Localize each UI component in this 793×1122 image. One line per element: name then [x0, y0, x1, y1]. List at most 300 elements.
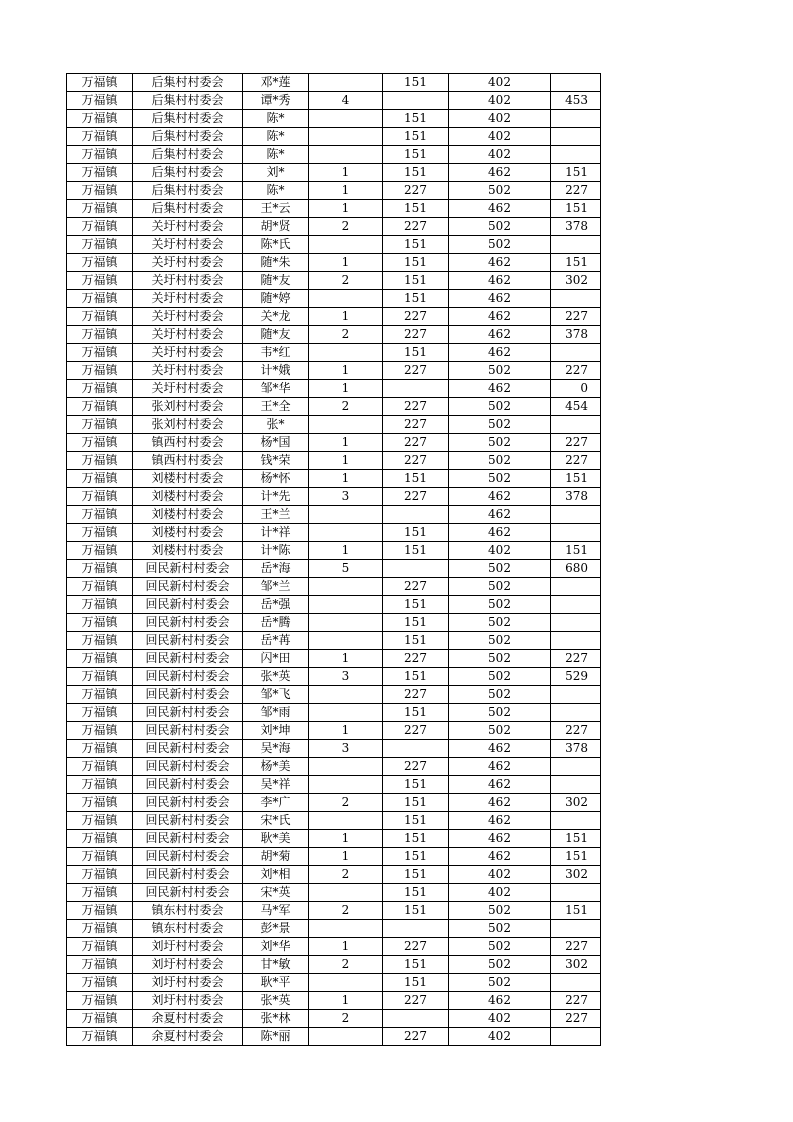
amount-a-cell: 151 [383, 164, 449, 182]
name-cell: 陈*丽 [243, 1028, 309, 1046]
town-cell: 万福镇 [67, 524, 133, 542]
town-cell: 万福镇 [67, 884, 133, 902]
total-cell: 151 [551, 830, 601, 848]
village-committee-cell: 回民新村村委会 [133, 578, 243, 596]
total-cell [551, 1028, 601, 1046]
total-cell: 302 [551, 866, 601, 884]
village-committee-cell: 关圩村村委会 [133, 326, 243, 344]
amount-b-cell: 462 [449, 794, 551, 812]
town-cell: 万福镇 [67, 272, 133, 290]
amount-b-cell: 502 [449, 956, 551, 974]
amount-a-cell: 227 [383, 398, 449, 416]
total-cell: 454 [551, 398, 601, 416]
amount-a-cell: 227 [383, 650, 449, 668]
amount-a-cell: 151 [383, 110, 449, 128]
town-cell: 万福镇 [67, 1010, 133, 1028]
total-cell: 151 [551, 200, 601, 218]
amount-a-cell: 151 [383, 884, 449, 902]
town-cell: 万福镇 [67, 902, 133, 920]
amount-b-cell: 402 [449, 92, 551, 110]
data-table [66, 73, 601, 1046]
amount-b-cell: 402 [449, 128, 551, 146]
total-cell: 227 [551, 1010, 601, 1028]
table-row [67, 632, 601, 650]
table-row [67, 794, 601, 812]
count-cell [309, 974, 383, 992]
amount-b-cell: 502 [449, 668, 551, 686]
village-committee-cell: 回民新村村委会 [133, 614, 243, 632]
village-committee-cell: 后集村村委会 [133, 164, 243, 182]
town-cell: 万福镇 [67, 380, 133, 398]
table-row [67, 182, 601, 200]
village-committee-cell: 镇西村村委会 [133, 434, 243, 452]
table-row [67, 776, 601, 794]
town-cell: 万福镇 [67, 290, 133, 308]
table-row [67, 164, 601, 182]
amount-a-cell [383, 506, 449, 524]
name-cell: 耿*平 [243, 974, 309, 992]
total-cell [551, 146, 601, 164]
count-cell: 1 [309, 722, 383, 740]
name-cell: 杨*国 [243, 434, 309, 452]
count-cell: 1 [309, 200, 383, 218]
amount-b-cell: 502 [449, 650, 551, 668]
name-cell: 宋*英 [243, 884, 309, 902]
amount-a-cell: 227 [383, 992, 449, 1010]
total-cell [551, 596, 601, 614]
town-cell: 万福镇 [67, 866, 133, 884]
amount-b-cell: 502 [449, 596, 551, 614]
town-cell: 万福镇 [67, 470, 133, 488]
total-cell: 302 [551, 794, 601, 812]
name-cell: 刘*华 [243, 938, 309, 956]
count-cell: 2 [309, 794, 383, 812]
table-row [67, 524, 601, 542]
table-row [67, 920, 601, 938]
amount-a-cell: 151 [383, 470, 449, 488]
table-row [67, 704, 601, 722]
table-row [67, 758, 601, 776]
name-cell: 计*陈 [243, 542, 309, 560]
amount-b-cell: 502 [449, 452, 551, 470]
amount-a-cell: 227 [383, 686, 449, 704]
total-cell [551, 632, 601, 650]
amount-a-cell: 151 [383, 74, 449, 92]
total-cell [551, 524, 601, 542]
town-cell: 万福镇 [67, 308, 133, 326]
table-row [67, 812, 601, 830]
total-cell: 227 [551, 182, 601, 200]
village-committee-cell: 关圩村村委会 [133, 236, 243, 254]
table-row [67, 596, 601, 614]
name-cell: 邹*飞 [243, 686, 309, 704]
village-committee-cell: 关圩村村委会 [133, 290, 243, 308]
amount-b-cell: 402 [449, 146, 551, 164]
count-cell: 1 [309, 434, 383, 452]
table-row [67, 92, 601, 110]
table-row [67, 578, 601, 596]
amount-b-cell: 502 [449, 398, 551, 416]
total-cell: 151 [551, 848, 601, 866]
name-cell: 王*兰 [243, 506, 309, 524]
town-cell: 万福镇 [67, 578, 133, 596]
name-cell: 谭*秀 [243, 92, 309, 110]
amount-b-cell: 502 [449, 236, 551, 254]
village-committee-cell: 后集村村委会 [133, 74, 243, 92]
count-cell [309, 812, 383, 830]
village-committee-cell: 后集村村委会 [133, 128, 243, 146]
village-committee-cell: 关圩村村委会 [133, 254, 243, 272]
amount-b-cell: 502 [449, 974, 551, 992]
total-cell: 151 [551, 254, 601, 272]
town-cell: 万福镇 [67, 1028, 133, 1046]
amount-b-cell: 402 [449, 110, 551, 128]
total-cell: 378 [551, 740, 601, 758]
town-cell: 万福镇 [67, 542, 133, 560]
name-cell: 闪*田 [243, 650, 309, 668]
total-cell: 227 [551, 938, 601, 956]
table-row [67, 974, 601, 992]
village-committee-cell: 刘楼村村委会 [133, 506, 243, 524]
village-committee-cell: 张刘村村委会 [133, 416, 243, 434]
count-cell: 2 [309, 1010, 383, 1028]
table-row [67, 290, 601, 308]
amount-a-cell: 227 [383, 488, 449, 506]
total-cell: 151 [551, 164, 601, 182]
amount-a-cell [383, 920, 449, 938]
amount-b-cell: 402 [449, 542, 551, 560]
town-cell: 万福镇 [67, 236, 133, 254]
amount-b-cell: 502 [449, 902, 551, 920]
amount-b-cell: 502 [449, 470, 551, 488]
village-committee-cell: 回民新村村委会 [133, 848, 243, 866]
total-cell: 227 [551, 434, 601, 452]
name-cell: 彭*景 [243, 920, 309, 938]
village-committee-cell: 刘圩村村委会 [133, 956, 243, 974]
amount-b-cell: 402 [449, 1010, 551, 1028]
table-row [67, 614, 601, 632]
total-cell: 529 [551, 668, 601, 686]
total-cell [551, 506, 601, 524]
name-cell: 岳*海 [243, 560, 309, 578]
amount-a-cell: 227 [383, 326, 449, 344]
amount-b-cell: 462 [449, 164, 551, 182]
table-row [67, 398, 601, 416]
amount-b-cell: 402 [449, 1028, 551, 1046]
table-row [67, 452, 601, 470]
count-cell [309, 236, 383, 254]
name-cell: 吴*海 [243, 740, 309, 758]
total-cell [551, 290, 601, 308]
table-row [67, 380, 601, 398]
total-cell: 680 [551, 560, 601, 578]
amount-a-cell: 227 [383, 182, 449, 200]
name-cell: 随*婷 [243, 290, 309, 308]
village-committee-cell: 张刘村村委会 [133, 398, 243, 416]
amount-a-cell: 151 [383, 128, 449, 146]
table-row [67, 560, 601, 578]
amount-a-cell: 151 [383, 830, 449, 848]
name-cell: 刘*相 [243, 866, 309, 884]
name-cell: 李*广 [243, 794, 309, 812]
name-cell: 韦*红 [243, 344, 309, 362]
village-committee-cell: 回民新村村委会 [133, 704, 243, 722]
village-committee-cell: 回民新村村委会 [133, 632, 243, 650]
village-committee-cell: 刘楼村村委会 [133, 542, 243, 560]
village-committee-cell: 刘圩村村委会 [133, 974, 243, 992]
total-cell: 378 [551, 326, 601, 344]
amount-a-cell: 151 [383, 794, 449, 812]
town-cell: 万福镇 [67, 704, 133, 722]
total-cell: 378 [551, 218, 601, 236]
total-cell [551, 74, 601, 92]
count-cell: 1 [309, 452, 383, 470]
village-committee-cell: 后集村村委会 [133, 182, 243, 200]
amount-a-cell: 227 [383, 722, 449, 740]
total-cell: 0 [551, 380, 601, 398]
amount-a-cell [383, 92, 449, 110]
table-row [67, 308, 601, 326]
amount-b-cell: 402 [449, 866, 551, 884]
total-cell: 378 [551, 488, 601, 506]
town-cell: 万福镇 [67, 344, 133, 362]
village-committee-cell: 回民新村村委会 [133, 794, 243, 812]
amount-b-cell: 462 [449, 272, 551, 290]
amount-b-cell: 462 [449, 308, 551, 326]
count-cell [309, 146, 383, 164]
count-cell: 2 [309, 956, 383, 974]
amount-b-cell: 462 [449, 992, 551, 1010]
amount-b-cell: 462 [449, 506, 551, 524]
village-committee-cell: 余夏村村委会 [133, 1028, 243, 1046]
amount-b-cell: 462 [449, 344, 551, 362]
village-committee-cell: 后集村村委会 [133, 92, 243, 110]
count-cell: 1 [309, 992, 383, 1010]
town-cell: 万福镇 [67, 92, 133, 110]
table-row [67, 650, 601, 668]
town-cell: 万福镇 [67, 956, 133, 974]
count-cell: 3 [309, 740, 383, 758]
name-cell: 刘*坤 [243, 722, 309, 740]
table-row [67, 506, 601, 524]
amount-b-cell: 502 [449, 218, 551, 236]
total-cell [551, 236, 601, 254]
amount-a-cell: 227 [383, 362, 449, 380]
amount-a-cell: 227 [383, 452, 449, 470]
name-cell: 钱*荣 [243, 452, 309, 470]
village-committee-cell: 回民新村村委会 [133, 758, 243, 776]
count-cell: 1 [309, 182, 383, 200]
table-row [67, 146, 601, 164]
amount-b-cell: 462 [449, 524, 551, 542]
table-row [67, 1028, 601, 1046]
village-committee-cell: 回民新村村委会 [133, 884, 243, 902]
name-cell: 岳*腾 [243, 614, 309, 632]
village-committee-cell: 后集村村委会 [133, 146, 243, 164]
count-cell [309, 596, 383, 614]
count-cell: 3 [309, 488, 383, 506]
amount-a-cell: 227 [383, 938, 449, 956]
village-committee-cell: 回民新村村委会 [133, 776, 243, 794]
village-committee-cell: 回民新村村委会 [133, 866, 243, 884]
village-committee-cell: 刘圩村村委会 [133, 938, 243, 956]
table-row [67, 434, 601, 452]
count-cell: 1 [309, 362, 383, 380]
table-row [67, 740, 601, 758]
total-cell: 151 [551, 470, 601, 488]
name-cell: 张*英 [243, 668, 309, 686]
name-cell: 马*军 [243, 902, 309, 920]
name-cell: 岳*苒 [243, 632, 309, 650]
town-cell: 万福镇 [67, 650, 133, 668]
village-committee-cell: 后集村村委会 [133, 110, 243, 128]
name-cell: 王*全 [243, 398, 309, 416]
count-cell [309, 704, 383, 722]
table-row [67, 488, 601, 506]
amount-a-cell: 151 [383, 668, 449, 686]
count-cell: 1 [309, 938, 383, 956]
amount-a-cell: 227 [383, 308, 449, 326]
village-committee-cell: 关圩村村委会 [133, 308, 243, 326]
town-cell: 万福镇 [67, 506, 133, 524]
count-cell: 2 [309, 218, 383, 236]
amount-b-cell: 462 [449, 740, 551, 758]
village-committee-cell: 镇西村村委会 [133, 452, 243, 470]
village-committee-cell: 关圩村村委会 [133, 380, 243, 398]
table-body [67, 74, 601, 1046]
town-cell: 万福镇 [67, 722, 133, 740]
amount-a-cell: 227 [383, 218, 449, 236]
name-cell: 邓*莲 [243, 74, 309, 92]
table-row [67, 848, 601, 866]
name-cell: 计*先 [243, 488, 309, 506]
town-cell: 万福镇 [67, 434, 133, 452]
amount-b-cell: 402 [449, 884, 551, 902]
total-cell [551, 974, 601, 992]
total-cell: 227 [551, 992, 601, 1010]
name-cell: 吴*祥 [243, 776, 309, 794]
amount-a-cell: 227 [383, 578, 449, 596]
amount-a-cell: 227 [383, 758, 449, 776]
village-committee-cell: 刘楼村村委会 [133, 524, 243, 542]
village-committee-cell: 关圩村村委会 [133, 362, 243, 380]
village-committee-cell: 关圩村村委会 [133, 272, 243, 290]
town-cell: 万福镇 [67, 200, 133, 218]
town-cell: 万福镇 [67, 164, 133, 182]
name-cell: 张*林 [243, 1010, 309, 1028]
total-cell: 302 [551, 272, 601, 290]
amount-b-cell: 462 [449, 812, 551, 830]
total-cell [551, 578, 601, 596]
amount-a-cell: 151 [383, 848, 449, 866]
table-row [67, 344, 601, 362]
table-row [67, 884, 601, 902]
amount-a-cell [383, 740, 449, 758]
amount-b-cell: 402 [449, 74, 551, 92]
amount-a-cell: 151 [383, 290, 449, 308]
town-cell: 万福镇 [67, 110, 133, 128]
village-committee-cell: 回民新村村委会 [133, 686, 243, 704]
count-cell [309, 1028, 383, 1046]
name-cell: 杨*美 [243, 758, 309, 776]
count-cell: 5 [309, 560, 383, 578]
village-committee-cell: 回民新村村委会 [133, 596, 243, 614]
count-cell [309, 128, 383, 146]
name-cell: 邹*华 [243, 380, 309, 398]
table-row [67, 866, 601, 884]
total-cell: 227 [551, 722, 601, 740]
town-cell: 万福镇 [67, 920, 133, 938]
town-cell: 万福镇 [67, 254, 133, 272]
count-cell [309, 614, 383, 632]
total-cell [551, 614, 601, 632]
count-cell [309, 776, 383, 794]
count-cell: 1 [309, 380, 383, 398]
count-cell: 4 [309, 92, 383, 110]
total-cell [551, 758, 601, 776]
table-row [67, 992, 601, 1010]
amount-b-cell: 502 [449, 704, 551, 722]
table-row [67, 470, 601, 488]
amount-a-cell: 151 [383, 542, 449, 560]
total-cell: 151 [551, 542, 601, 560]
amount-b-cell: 462 [449, 758, 551, 776]
total-cell: 227 [551, 362, 601, 380]
total-cell [551, 110, 601, 128]
amount-b-cell: 502 [449, 722, 551, 740]
name-cell: 岳*强 [243, 596, 309, 614]
name-cell: 关*龙 [243, 308, 309, 326]
name-cell: 胡*贤 [243, 218, 309, 236]
town-cell: 万福镇 [67, 686, 133, 704]
name-cell: 陈* [243, 128, 309, 146]
count-cell: 2 [309, 398, 383, 416]
amount-b-cell: 502 [449, 686, 551, 704]
count-cell: 2 [309, 272, 383, 290]
village-committee-cell: 镇东村村委会 [133, 902, 243, 920]
amount-b-cell: 462 [449, 200, 551, 218]
village-committee-cell: 回民新村村委会 [133, 722, 243, 740]
amount-b-cell: 502 [449, 920, 551, 938]
name-cell: 陈* [243, 182, 309, 200]
town-cell: 万福镇 [67, 326, 133, 344]
count-cell [309, 920, 383, 938]
amount-a-cell: 151 [383, 956, 449, 974]
count-cell: 1 [309, 164, 383, 182]
amount-a-cell: 151 [383, 596, 449, 614]
amount-b-cell: 462 [449, 380, 551, 398]
count-cell [309, 524, 383, 542]
count-cell: 1 [309, 308, 383, 326]
amount-a-cell: 227 [383, 1028, 449, 1046]
amount-b-cell: 462 [449, 254, 551, 272]
count-cell [309, 110, 383, 128]
amount-a-cell [383, 560, 449, 578]
table-row [67, 668, 601, 686]
table-row [67, 722, 601, 740]
table-row [67, 74, 601, 92]
table-row [67, 218, 601, 236]
count-cell: 2 [309, 866, 383, 884]
amount-b-cell: 462 [449, 848, 551, 866]
amount-b-cell: 462 [449, 776, 551, 794]
total-cell [551, 920, 601, 938]
amount-a-cell: 151 [383, 254, 449, 272]
table-row [67, 110, 601, 128]
amount-a-cell: 227 [383, 416, 449, 434]
amount-a-cell: 151 [383, 866, 449, 884]
town-cell: 万福镇 [67, 452, 133, 470]
